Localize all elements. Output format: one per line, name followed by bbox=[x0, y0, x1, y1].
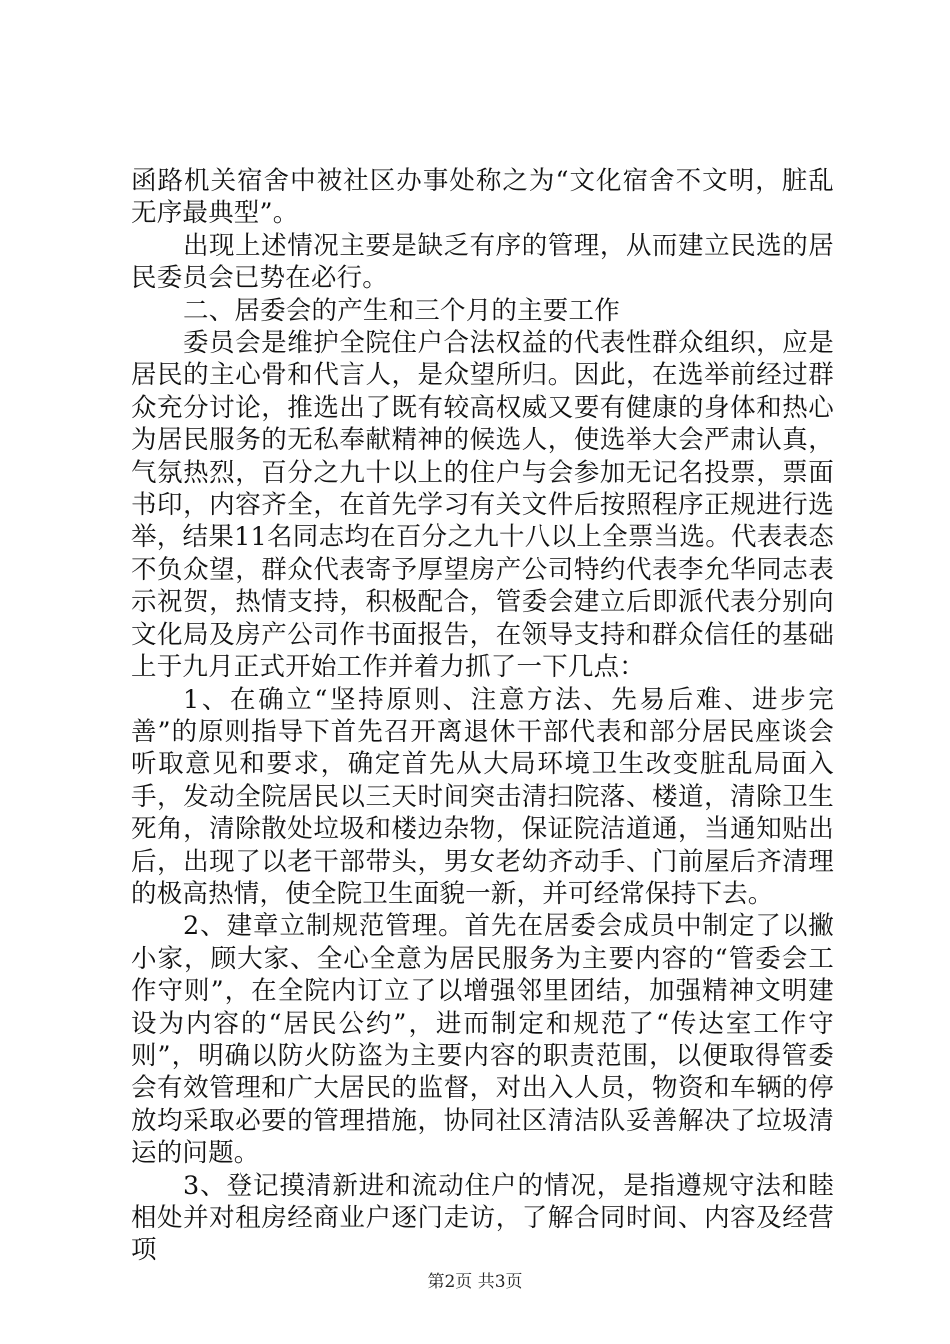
page-number-footer: 第2页 共3页 bbox=[427, 1272, 523, 1292]
paragraph-item-3: 3、登记摸清新进和流动住户的情况，是指遵规守法和睦相处并对租房经商业户逐门走访，了解合同时间、内容及经营项 bbox=[131, 1170, 834, 1266]
paragraph-item-2: 2、建章立制规范管理。首先在居委会成员中制定了以撇小家，顾大家、全心全意为居民服务为主要内容的“管委会工作守则”，在全院内订立了以增强邻里团结，加强精神文明建设为内容的“居民公约”，进而制定和规范了“传达室工作守则”，明确以防火防盗为主要内容的职责范围，以便取得管委会有效管理和广大居民的监督，对出入人员，物资和车辆的停放均采取必要的管理措施，协同社区清洁队妥善解决了垃圾清运的问题。 bbox=[131, 911, 834, 1169]
paragraph-item-1: 1、在确立“坚持原则、注意方法、先易后难、进步完善”的原则指导下首先召开离退休干部代表和部分居民座谈会听取意见和要求，确定首先从大局环境卫生改变脏乱局面入手，发动全院居民以三天时间突击清扫院落、楼道，清除卫生死角，清除散处垃圾和楼边杂物，保证院洁道通，当通知贴出后，出现了以老干部带头，男女老幼齐动手、门前屋后齐清理的极高热情，使全院卫生面貌一新，并可经常保持下去。 bbox=[131, 684, 834, 909]
section-heading: 二、居委会的产生和三个月的主要工作 bbox=[183, 295, 620, 326]
document-body bbox=[131, 165, 834, 1267]
paragraph-2: 出现上述情况主要是缺乏有序的管理，从而建立民选的居民委员会已势在必行。 bbox=[131, 230, 834, 294]
paragraph-3: 委员会是维护全院住户合法权益的代表性群众组织，应是居民的主心骨和代言人，是众望所归。因此，在选举前经过群众充分讨论，推选出了既有较高权威又要有健康的身体和热心为居民服务的无私奉献精神的候选人，使选举大会严肃认真，气氛热烈，百分之九十以上的住户与会参加无记名投票，票面书印，内容齐全，在首先学习有关文件后按照程序正规进行选举，结果11名同志均在百分之九十八以上全票当选。代表表态不负众望，群众代表寄予厚望房产公司特约代表李允华同志表示祝贺，热情支持，积极配合，管委会建立后即派代表分别向文化局及房产公司作书面报告，在领导支持和群众信任的基础上于九月正式开始工作并着力抓了一下几点： bbox=[131, 328, 834, 683]
paragraph-1: 函路机关宿舍中被社区办事处称之为“文化宿舍不文明，脏乱无序最典型”。 bbox=[131, 166, 834, 229]
